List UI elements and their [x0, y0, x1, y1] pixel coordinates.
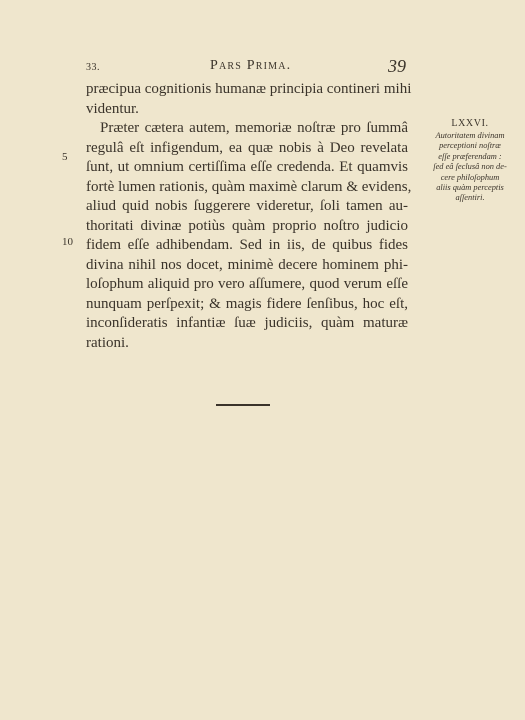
text-line: præcipua cognitionis humanæ principia contineri mihi — [86, 81, 412, 97]
text-line: rationi. — [86, 334, 129, 351]
note-line: aliis quàm perceptis — [436, 183, 504, 193]
note-line: ſed eâ ſeclusâ non de- — [433, 162, 507, 172]
running-header — [86, 58, 406, 78]
marginal-note — [420, 118, 520, 204]
note-line: aſſentiri. — [455, 193, 485, 203]
note-line: cere philoſophum — [440, 172, 500, 182]
text-line: thoritati divinæ potiùs quàm proprio noſtro judicio — [86, 217, 408, 234]
note-line: Autoritatem divinam — [435, 131, 505, 140]
text-line: nunquam perſpexit; & magis fidere ſenſibus, hoc eſt, — [86, 295, 408, 312]
marginal-summary — [420, 131, 520, 204]
main-text — [86, 80, 412, 353]
text-line: regulâ eſt infigendum, ea quæ nobis à Deo revelata — [86, 139, 408, 156]
signature-mark: 33. — [86, 62, 100, 73]
text-line: loſophum aliquid pro vero aſſumere, quod verum eſſe — [86, 276, 408, 292]
line-number: 10 — [62, 236, 73, 248]
line-number: 5 — [62, 151, 68, 163]
section-end-rule — [216, 404, 270, 406]
text-line: fidem eſſe adhibendam. Sed in iis, de quibus fides — [86, 237, 408, 253]
text-line: videntur. — [86, 100, 139, 117]
text-line: Præter cætera autem, memoriæ noſtræ pro ſummâ — [100, 120, 408, 136]
article-number: LXXVI. — [451, 118, 489, 129]
text-line: ſunt, ut omnium certiſſima eſſe credenda. Et quamvis — [86, 159, 408, 175]
text-line: divina nihil nos docet, minimè decere hominem phi- — [86, 256, 408, 273]
page-number: 39 — [388, 56, 406, 76]
note-line: eſſe præferendam : — [438, 151, 502, 161]
text-line: fortè lumen rationis, quàm maximè clarum & evidens, — [86, 178, 412, 195]
running-title: Pars Prima. — [210, 58, 292, 73]
text-line: inconſideratis infantiæ ſuæ judiciis, quàm maturæ — [86, 315, 408, 331]
note-line: perceptioni noſtræ — [439, 141, 501, 151]
text-line: aliud quid nobis ſuggerere videretur, ſoli tamen au- — [86, 198, 408, 214]
